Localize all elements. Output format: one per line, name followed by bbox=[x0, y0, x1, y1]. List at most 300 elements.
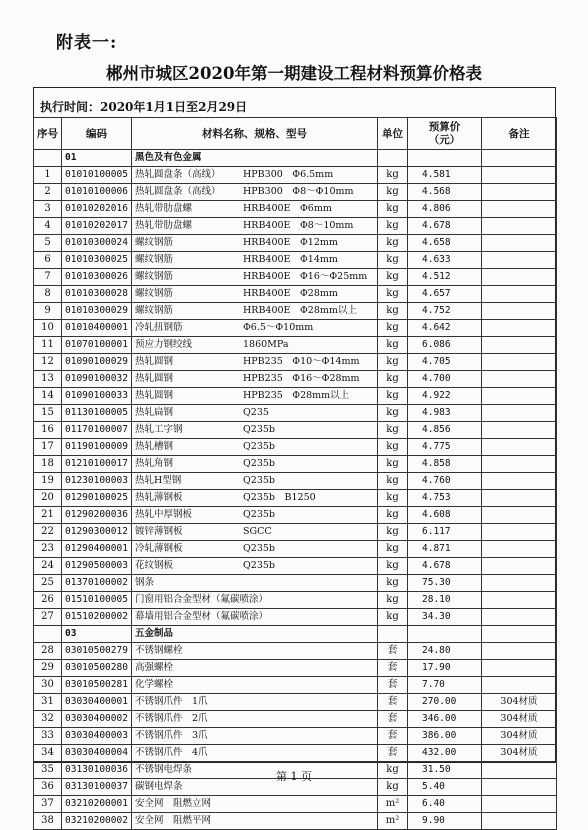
cell-material bbox=[132, 269, 378, 286]
cell-price: 4.700 bbox=[408, 371, 482, 388]
cell-unit: 套 bbox=[378, 643, 408, 660]
cell-unit: kg bbox=[378, 269, 408, 286]
material-name: 热轧中厚钢板 bbox=[135, 509, 193, 520]
cell-remark bbox=[482, 303, 557, 320]
cell-price: 31.50 bbox=[408, 762, 482, 779]
cell-price bbox=[408, 626, 482, 643]
cell-material bbox=[132, 422, 378, 439]
table-row bbox=[34, 490, 557, 507]
material-spec: Q235b bbox=[243, 458, 276, 469]
material-name: 螺纹钢筋 bbox=[135, 254, 174, 265]
cell-material bbox=[132, 490, 378, 507]
cell-material bbox=[132, 524, 378, 541]
cell-unit: kg bbox=[378, 524, 408, 541]
cell-code: 01010100005 bbox=[62, 167, 132, 184]
cell-code: 03010500279 bbox=[62, 643, 132, 660]
cell-no: 27 bbox=[34, 609, 62, 626]
cell-remark bbox=[482, 422, 557, 439]
cell-material bbox=[132, 558, 378, 575]
cell-code: 01510200002 bbox=[62, 609, 132, 626]
cell-no: 8 bbox=[34, 286, 62, 303]
material-name: 热轧工字钢 bbox=[135, 424, 183, 435]
table-row bbox=[34, 337, 557, 354]
cell-code: 01170100007 bbox=[62, 422, 132, 439]
cell-code: 01010300025 bbox=[62, 252, 132, 269]
material-name: 热轧角钢 bbox=[135, 458, 174, 469]
cell-category-code: 03 bbox=[62, 626, 132, 643]
cell-no: 22 bbox=[34, 524, 62, 541]
cell-remark bbox=[482, 643, 557, 660]
material-spec: Q235b B1250 bbox=[243, 492, 316, 503]
cell-no: 19 bbox=[34, 473, 62, 490]
cell-code: 03030400001 bbox=[62, 694, 132, 711]
cell-no: 1 bbox=[34, 167, 62, 184]
cell-category-name: 五金制品 bbox=[132, 626, 378, 643]
material-spec: HRB400E Φ14mm bbox=[243, 254, 338, 265]
cell-code: 03210200002 bbox=[62, 813, 132, 830]
cell-no: 12 bbox=[34, 354, 62, 371]
cell-unit: kg bbox=[378, 167, 408, 184]
cell-code: 01290500003 bbox=[62, 558, 132, 575]
cell-code: 01010400001 bbox=[62, 320, 132, 337]
cell-price: 346.00 bbox=[408, 711, 482, 728]
table-row bbox=[34, 320, 557, 337]
cell-no: 2 bbox=[34, 184, 62, 201]
material-name: 冷轧扭钢筋 bbox=[135, 322, 183, 333]
material-name: 化学螺栓 bbox=[135, 679, 174, 690]
cell-remark bbox=[482, 609, 557, 626]
cell-code: 03030400003 bbox=[62, 728, 132, 745]
cell-code: 01010300029 bbox=[62, 303, 132, 320]
cell-code: 01070100001 bbox=[62, 337, 132, 354]
cell-code: 01090100032 bbox=[62, 371, 132, 388]
cell-unit: kg bbox=[378, 354, 408, 371]
cell-code: 01010202017 bbox=[62, 218, 132, 235]
cell-code: 01230100003 bbox=[62, 473, 132, 490]
cell-price: 4.983 bbox=[408, 405, 482, 422]
material-name: 热轧H型钢 bbox=[135, 475, 182, 486]
cell-remark bbox=[482, 490, 557, 507]
cell-code: 03130100036 bbox=[62, 762, 132, 779]
cell-no: 33 bbox=[34, 728, 62, 745]
material-spec: HRB400E Φ28mm bbox=[243, 288, 338, 299]
material-name: 螺纹钢筋 bbox=[135, 271, 174, 282]
material-spec: HPB235 Φ10～Φ14mm bbox=[243, 356, 360, 367]
cell-price: 4.806 bbox=[408, 201, 482, 218]
table-row bbox=[34, 643, 557, 660]
cell-remark bbox=[482, 371, 557, 388]
page-number: 第 1 页 bbox=[276, 770, 312, 783]
cell-no: 26 bbox=[34, 592, 62, 609]
cell-material bbox=[132, 592, 378, 609]
material-name: 热轧圆盘条（高线） bbox=[135, 186, 221, 197]
material-spec: Q235b bbox=[243, 424, 276, 435]
table-body bbox=[34, 150, 557, 830]
material-spec: HPB235 Φ16～Φ28mm bbox=[243, 373, 360, 384]
cell-unit: 套 bbox=[378, 677, 408, 694]
material-spec: HRB400E Φ28mm以上 bbox=[243, 305, 357, 316]
table-row bbox=[34, 541, 557, 558]
material-spec: 1860MPa bbox=[243, 339, 289, 350]
cell-price: 4.753 bbox=[408, 490, 482, 507]
material-name: 热轧带肋盘螺 bbox=[135, 203, 193, 214]
page-title: 郴州市城区2020年第一期建设工程材料预算价格表 bbox=[106, 64, 482, 83]
cell-price: 4.705 bbox=[408, 354, 482, 371]
cell-unit: kg bbox=[378, 286, 408, 303]
cell-unit: kg bbox=[378, 558, 408, 575]
table-row bbox=[34, 575, 557, 592]
table-row bbox=[34, 252, 557, 269]
material-spec: HRB400E Φ16～Φ25mm bbox=[243, 271, 368, 282]
cell-price: 34.30 bbox=[408, 609, 482, 626]
material-name: 螺纹钢筋 bbox=[135, 305, 174, 316]
cell-material bbox=[132, 252, 378, 269]
cell-code: 03130100037 bbox=[62, 779, 132, 796]
cell-unit: 套 bbox=[378, 711, 408, 728]
cell-unit: 套 bbox=[378, 745, 408, 762]
cell-material bbox=[132, 541, 378, 558]
category-row bbox=[34, 150, 557, 167]
cell-category-code: 01 bbox=[62, 150, 132, 167]
cell-material bbox=[132, 677, 378, 694]
material-spec: Q235b bbox=[243, 509, 276, 520]
cell-no: 35 bbox=[34, 762, 62, 779]
cell-material bbox=[132, 813, 378, 830]
table-row bbox=[34, 235, 557, 252]
cell-price: 4.678 bbox=[408, 218, 482, 235]
cell-no: 11 bbox=[34, 337, 62, 354]
cell-no: 6 bbox=[34, 252, 62, 269]
material-name: 不锈钢爪件 1爪 bbox=[135, 696, 208, 707]
table-row bbox=[34, 405, 557, 422]
cell-material bbox=[132, 201, 378, 218]
cell-unit: kg bbox=[378, 337, 408, 354]
table-row bbox=[34, 303, 557, 320]
cell-code: 03010500281 bbox=[62, 677, 132, 694]
cell-material bbox=[132, 711, 378, 728]
cell-remark bbox=[482, 184, 557, 201]
material-name: 钢条 bbox=[135, 577, 155, 588]
cell-code: 01010300028 bbox=[62, 286, 132, 303]
cell-no bbox=[34, 150, 62, 167]
cell-material bbox=[132, 286, 378, 303]
cell-remark bbox=[482, 286, 557, 303]
cell-material bbox=[132, 507, 378, 524]
cell-code: 01290200036 bbox=[62, 507, 132, 524]
cell-price: 4.871 bbox=[408, 541, 482, 558]
cell-code: 01510100005 bbox=[62, 592, 132, 609]
table-row bbox=[34, 745, 557, 762]
material-name: 高强螺栓 bbox=[135, 662, 174, 673]
header-unit: 单位 bbox=[378, 118, 408, 150]
table-row bbox=[34, 269, 557, 286]
cell-material bbox=[132, 473, 378, 490]
cell-price: 4.678 bbox=[408, 558, 482, 575]
cell-code: 03210200001 bbox=[62, 796, 132, 813]
material-name: 螺纹钢筋 bbox=[135, 237, 174, 248]
material-name: 门窗用铝合金型材（氟碳喷涂） bbox=[135, 594, 269, 605]
cell-price: 4.752 bbox=[408, 303, 482, 320]
cell-code: 03010500280 bbox=[62, 660, 132, 677]
cell-remark bbox=[482, 626, 557, 643]
cell-remark bbox=[482, 541, 557, 558]
material-spec: Φ6.5～Φ10mm bbox=[243, 322, 314, 333]
cell-no: 4 bbox=[34, 218, 62, 235]
cell-unit: kg bbox=[378, 422, 408, 439]
cell-remark bbox=[482, 660, 557, 677]
cell-code: 01090100033 bbox=[62, 388, 132, 405]
cell-no: 17 bbox=[34, 439, 62, 456]
cell-no: 14 bbox=[34, 388, 62, 405]
cell-price: 4.568 bbox=[408, 184, 482, 201]
cell-price: 6.40 bbox=[408, 796, 482, 813]
cell-material bbox=[132, 184, 378, 201]
cell-remark bbox=[482, 677, 557, 694]
material-spec: HRB400E Φ6mm bbox=[243, 203, 332, 214]
material-name: 幕墙用铝合金型材（氟碳喷涂） bbox=[135, 611, 269, 622]
cell-unit: kg bbox=[378, 218, 408, 235]
material-spec: Q235b bbox=[243, 441, 276, 452]
cell-price bbox=[408, 150, 482, 167]
cell-no bbox=[34, 626, 62, 643]
cell-unit: 套 bbox=[378, 694, 408, 711]
cell-no: 16 bbox=[34, 422, 62, 439]
cell-price: 432.00 bbox=[408, 745, 482, 762]
cell-price: 4.633 bbox=[408, 252, 482, 269]
cell-code: 03030400002 bbox=[62, 711, 132, 728]
table-row bbox=[34, 728, 557, 745]
cell-no: 13 bbox=[34, 371, 62, 388]
cell-no: 21 bbox=[34, 507, 62, 524]
header-remark: 备注 bbox=[482, 118, 557, 150]
cell-unit: kg bbox=[378, 490, 408, 507]
cell-no: 23 bbox=[34, 541, 62, 558]
cell-unit: kg bbox=[378, 201, 408, 218]
table-row bbox=[34, 660, 557, 677]
cell-material bbox=[132, 609, 378, 626]
table-row bbox=[34, 609, 557, 626]
cell-no: 20 bbox=[34, 490, 62, 507]
cell-no: 30 bbox=[34, 677, 62, 694]
cell-code: 01010300024 bbox=[62, 235, 132, 252]
cell-remark bbox=[482, 439, 557, 456]
cell-material bbox=[132, 320, 378, 337]
material-spec: HRB400E Φ12mm bbox=[243, 237, 338, 248]
table-row bbox=[34, 388, 557, 405]
material-name: 安全网 阻燃平网 bbox=[135, 815, 212, 826]
cell-unit: kg bbox=[378, 320, 408, 337]
cell-price: 4.608 bbox=[408, 507, 482, 524]
material-name: 热轧槽钢 bbox=[135, 441, 174, 452]
material-name: 不锈钢爪件 4爪 bbox=[135, 747, 208, 758]
cell-no: 32 bbox=[34, 711, 62, 728]
material-spec: Q235b bbox=[243, 475, 276, 486]
cell-material bbox=[132, 354, 378, 371]
cell-remark bbox=[482, 524, 557, 541]
cell-code: 01090100029 bbox=[62, 354, 132, 371]
table-row bbox=[34, 456, 557, 473]
cell-remark bbox=[482, 796, 557, 813]
table-row bbox=[34, 184, 557, 201]
cell-remark bbox=[482, 473, 557, 490]
cell-code: 01290400001 bbox=[62, 541, 132, 558]
cell-unit: m² bbox=[378, 796, 408, 813]
cell-unit bbox=[378, 150, 408, 167]
material-name: 花纹钢板 bbox=[135, 560, 174, 571]
cell-remark: 304材质 bbox=[482, 745, 557, 762]
cell-remark bbox=[482, 150, 557, 167]
cell-unit: kg bbox=[378, 388, 408, 405]
cell-remark bbox=[482, 337, 557, 354]
cell-code: 01010202016 bbox=[62, 201, 132, 218]
table-row bbox=[34, 371, 557, 388]
cell-code: 01370100002 bbox=[62, 575, 132, 592]
material-spec: HPB235 Φ28mm以上 bbox=[243, 390, 350, 401]
cell-unit: kg bbox=[378, 235, 408, 252]
cell-unit: 套 bbox=[378, 728, 408, 745]
material-spec: HPB300 Φ6.5mm bbox=[243, 169, 334, 180]
table-row bbox=[34, 507, 557, 524]
cell-unit: kg bbox=[378, 184, 408, 201]
cell-no: 31 bbox=[34, 694, 62, 711]
cell-material bbox=[132, 235, 378, 252]
table-header-row bbox=[34, 118, 557, 150]
cell-price: 4.858 bbox=[408, 456, 482, 473]
cell-no: 36 bbox=[34, 779, 62, 796]
cell-price: 17.90 bbox=[408, 660, 482, 677]
table-row bbox=[34, 592, 557, 609]
cell-unit: 套 bbox=[378, 660, 408, 677]
cell-material bbox=[132, 405, 378, 422]
cell-no: 3 bbox=[34, 201, 62, 218]
cell-price: 4.856 bbox=[408, 422, 482, 439]
cell-code: 01010300026 bbox=[62, 269, 132, 286]
cell-price: 386.00 bbox=[408, 728, 482, 745]
cell-material bbox=[132, 456, 378, 473]
cell-no: 25 bbox=[34, 575, 62, 592]
cell-remark: 304材质 bbox=[482, 728, 557, 745]
category-row bbox=[34, 626, 557, 643]
table-row bbox=[34, 813, 557, 830]
cell-material bbox=[132, 643, 378, 660]
table-row bbox=[34, 694, 557, 711]
table-row bbox=[34, 201, 557, 218]
cell-material bbox=[132, 745, 378, 762]
cell-code: 01130100005 bbox=[62, 405, 132, 422]
cell-material bbox=[132, 218, 378, 235]
table-row bbox=[34, 558, 557, 575]
material-name: 螺纹钢筋 bbox=[135, 288, 174, 299]
cell-remark bbox=[482, 813, 557, 830]
cell-price: 4.658 bbox=[408, 235, 482, 252]
material-spec: HRB400E Φ8～10mm bbox=[243, 220, 354, 231]
table-row bbox=[34, 354, 557, 371]
cell-remark bbox=[482, 592, 557, 609]
cell-remark bbox=[482, 456, 557, 473]
material-name: 不锈钢电焊条 bbox=[135, 764, 193, 775]
table-row bbox=[34, 218, 557, 235]
table-row bbox=[34, 167, 557, 184]
header-code: 编码 bbox=[62, 118, 132, 150]
table-row bbox=[34, 711, 557, 728]
material-name: 热轧圆盘条（高线） bbox=[135, 169, 221, 180]
cell-remark bbox=[482, 201, 557, 218]
cell-code: 01010100006 bbox=[62, 184, 132, 201]
cell-remark bbox=[482, 507, 557, 524]
cell-price: 5.40 bbox=[408, 779, 482, 796]
cell-unit: m² bbox=[378, 813, 408, 830]
cell-no: 29 bbox=[34, 660, 62, 677]
cell-no: 34 bbox=[34, 745, 62, 762]
cell-unit: kg bbox=[378, 762, 408, 779]
cell-remark bbox=[482, 269, 557, 286]
material-name: 安全网 阻燃立网 bbox=[135, 798, 212, 809]
cell-price: 4.760 bbox=[408, 473, 482, 490]
cell-no: 7 bbox=[34, 269, 62, 286]
cell-unit: kg bbox=[378, 252, 408, 269]
cell-code: 01290100025 bbox=[62, 490, 132, 507]
cell-unit: kg bbox=[378, 371, 408, 388]
cell-no: 9 bbox=[34, 303, 62, 320]
cell-remark bbox=[482, 218, 557, 235]
material-name: 热轧扁钢 bbox=[135, 407, 174, 418]
table-row bbox=[34, 796, 557, 813]
cell-no: 15 bbox=[34, 405, 62, 422]
cell-no: 5 bbox=[34, 235, 62, 252]
cell-no: 28 bbox=[34, 643, 62, 660]
cell-price: 7.70 bbox=[408, 677, 482, 694]
material-name: 预应力钢绞线 bbox=[135, 339, 193, 350]
cell-unit: kg bbox=[378, 507, 408, 524]
table-row bbox=[34, 524, 557, 541]
cell-unit: kg bbox=[378, 592, 408, 609]
cell-price: 4.775 bbox=[408, 439, 482, 456]
header-name: 材料名称、规格、型号 bbox=[132, 118, 378, 150]
cell-price: 4.581 bbox=[408, 167, 482, 184]
cell-no: 18 bbox=[34, 456, 62, 473]
cell-unit: kg bbox=[378, 473, 408, 490]
cell-material bbox=[132, 439, 378, 456]
attachment-label: 附表一: bbox=[56, 33, 118, 53]
cell-unit: kg bbox=[378, 609, 408, 626]
material-spec: HPB300 Φ8～Φ10mm bbox=[243, 186, 354, 197]
cell-price: 6.117 bbox=[408, 524, 482, 541]
cell-unit: kg bbox=[378, 541, 408, 558]
cell-material bbox=[132, 337, 378, 354]
execution-period: 执行时间：2020年1月1日至2月29日 bbox=[40, 100, 248, 114]
cell-unit: kg bbox=[378, 779, 408, 796]
cell-price: 75.30 bbox=[408, 575, 482, 592]
cell-remark bbox=[482, 388, 557, 405]
cell-remark bbox=[482, 235, 557, 252]
header-no: 序号 bbox=[34, 118, 62, 150]
material-name: 不锈钢爪件 2爪 bbox=[135, 713, 208, 724]
material-name: 热轧圆钢 bbox=[135, 390, 174, 401]
cell-material bbox=[132, 660, 378, 677]
cell-price: 24.80 bbox=[408, 643, 482, 660]
table-row bbox=[34, 286, 557, 303]
cell-remark bbox=[482, 320, 557, 337]
cell-remark bbox=[482, 558, 557, 575]
table-row bbox=[34, 439, 557, 456]
cell-remark bbox=[482, 252, 557, 269]
cell-price: 4.512 bbox=[408, 269, 482, 286]
cell-material bbox=[132, 371, 378, 388]
cell-price: 28.10 bbox=[408, 592, 482, 609]
cell-unit: kg bbox=[378, 405, 408, 422]
cell-material bbox=[132, 728, 378, 745]
cell-remark: 304材质 bbox=[482, 694, 557, 711]
